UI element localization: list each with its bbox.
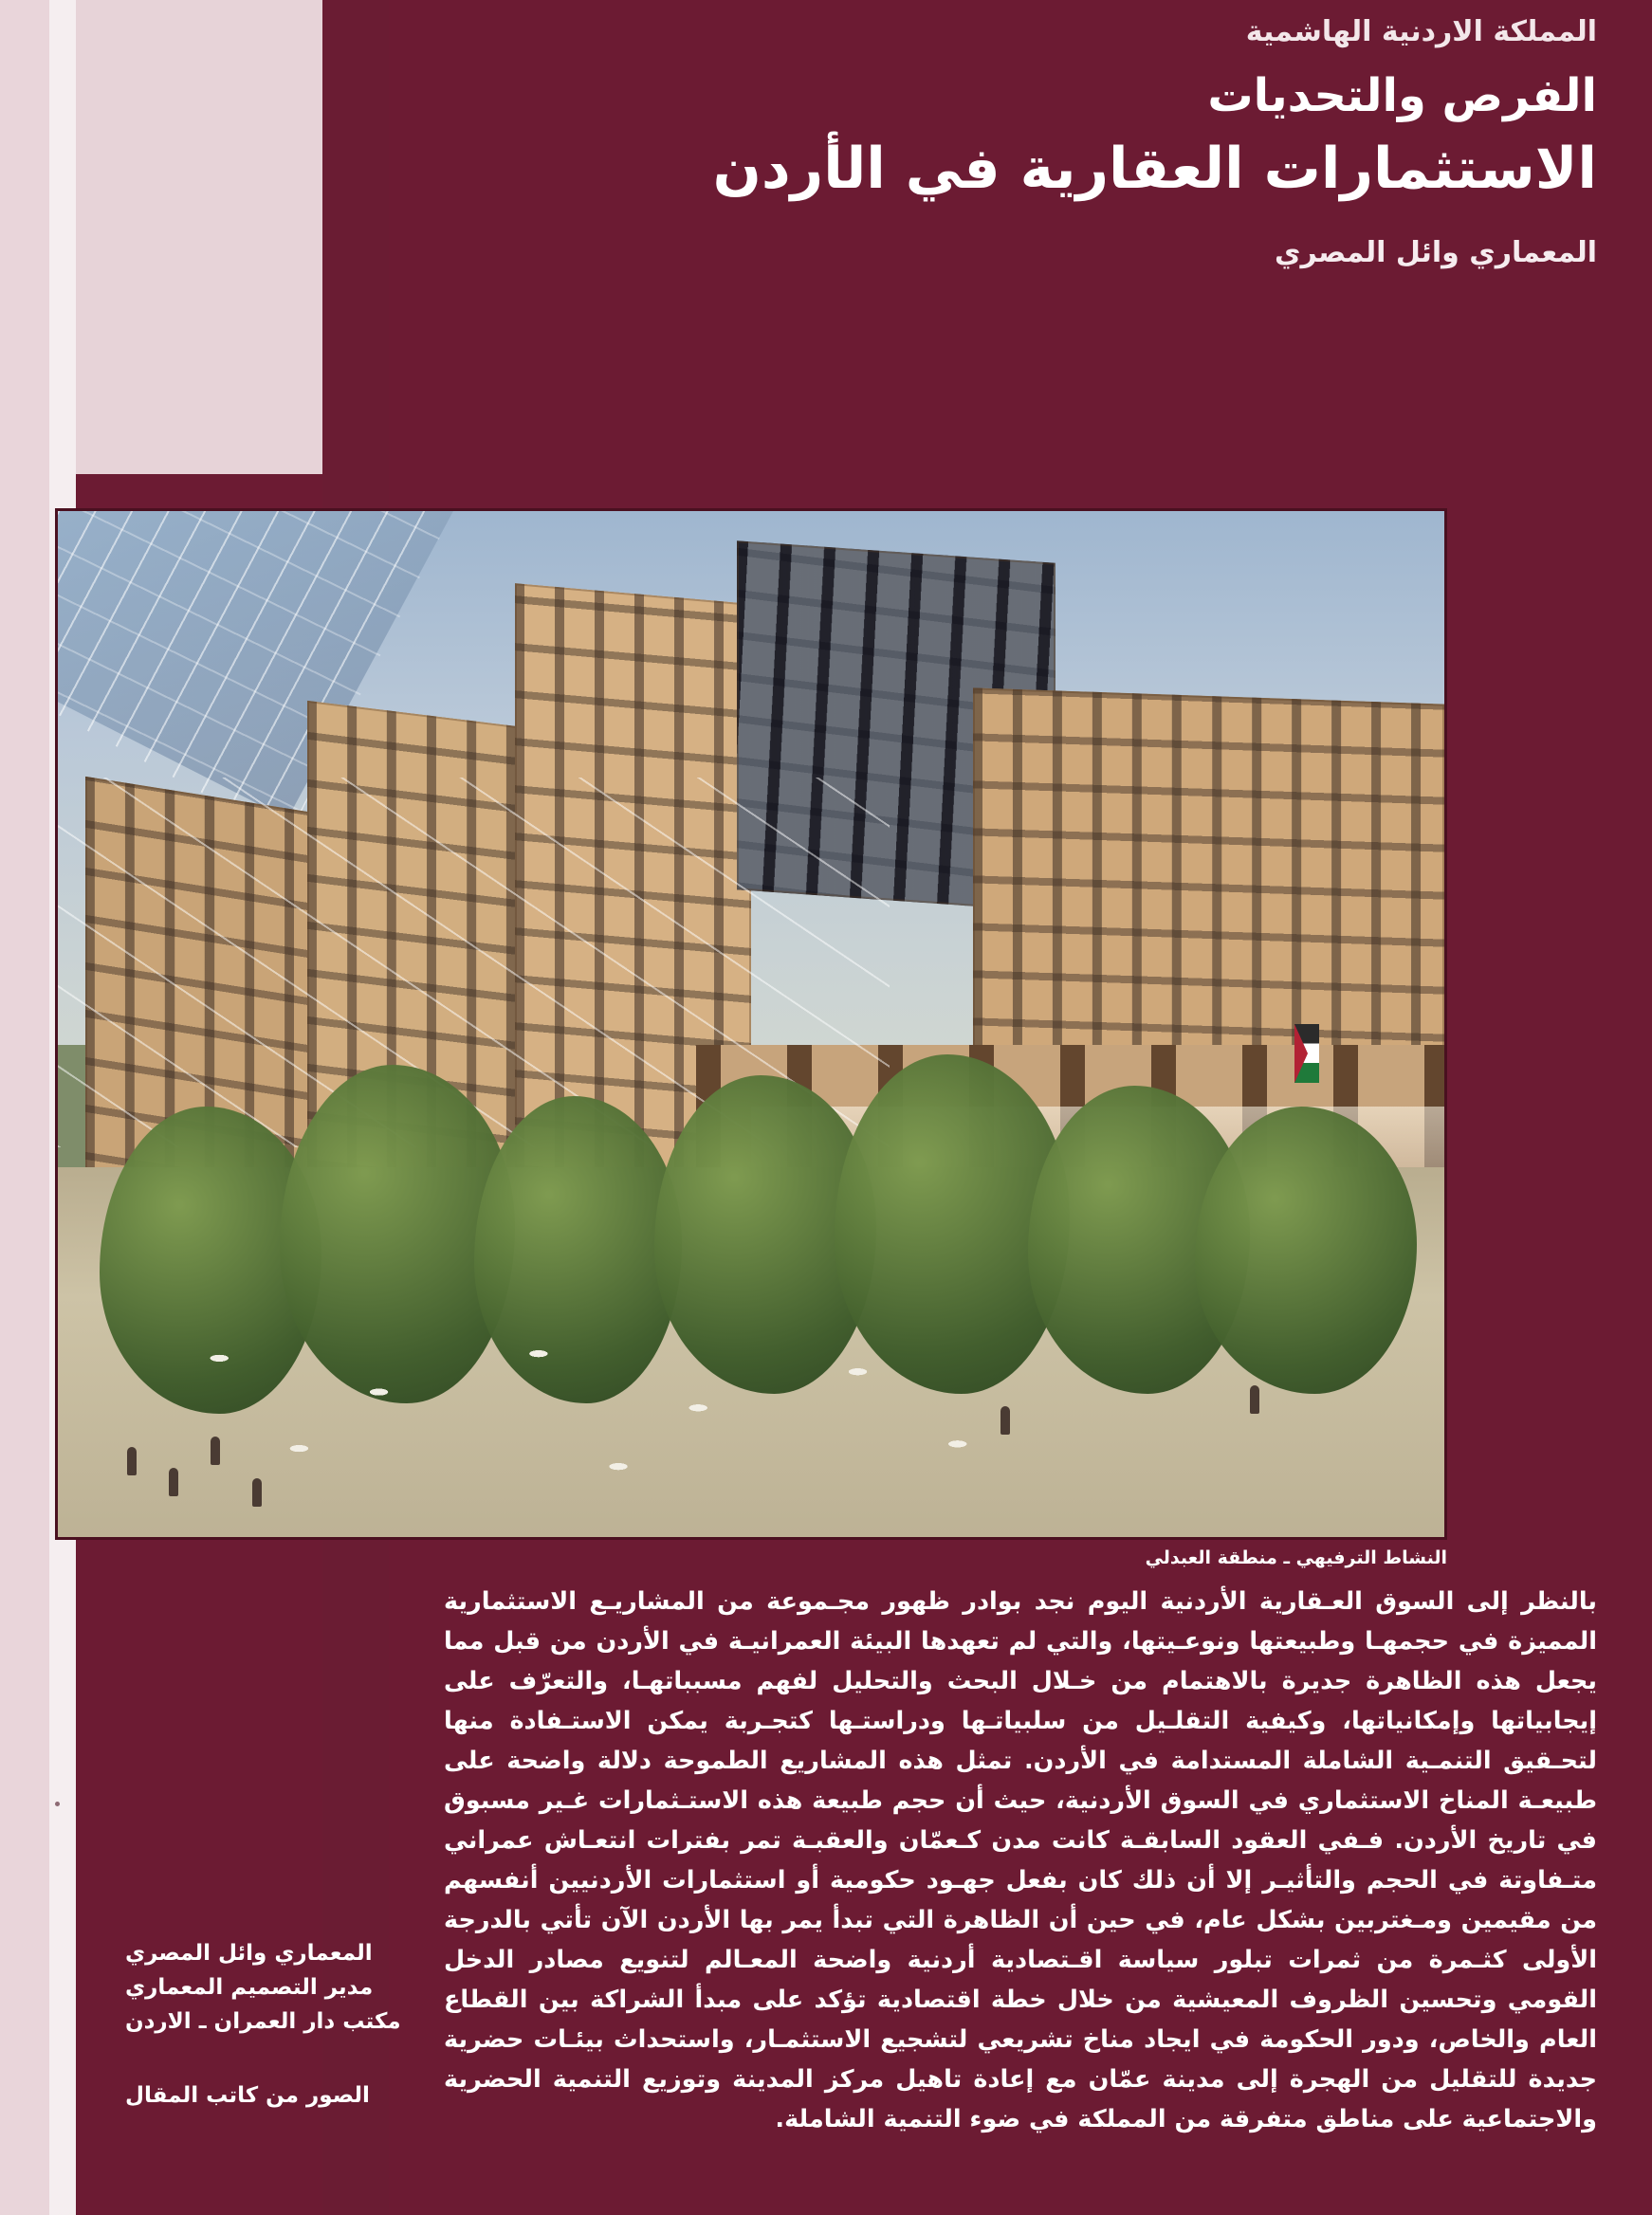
figure-tree (1195, 1107, 1417, 1394)
figure-person (252, 1478, 262, 1507)
article-title-line1: الفرص والتحديات (1207, 69, 1597, 122)
article-body-paragraph: بالنظر إلى السوق العـقارية الأردنية اليوم نجد بوادر ظهور مجـموعة من المشاريـع الاستثمارية المميزة في حجمهـا وطبيعتها ونوعـيتها، والتي لم تعهدها البيئة العمرانيـة في الأردن من قبل مما يجعل هذه الظاهرة جديرة بالاهتمام من خـلال البحث والتحليل لفهم مسبباتهـا، والتعرّف على إيجابياتها وإمكانياتها، وكيفية التقلـيل من سلبياتـها ودراستـها كتجـربة يمكن الاستـفادة منها لتحـقيق التنمـية الشاملة المستدامة في الأردن. تمثل هذه المشاريع الطموحة دلالة واضحة على طبيعـة المناخ الاستثماري في السوق الأردنية، حيث أن حجم طبيعة هذه الاستـثمارات غـير مسبوق في تاريخ الأردن. فـفي العقود السابقـة كانت مدن كـعمّان والعقبـة تمر بفترات انتعـاش عمراني متـفاوتة في الحجم والتأثيـر إلا أن ذلك كان بفعل جهـود حكومية أو استثمارات الأردنيين أنفسهم من مقيمين ومـغتربين بشكل عام، في حين أن الظاهرة التي تبدأ يمر بها الأردن الآن تأتي بالدرجة الأولى كثـمرة من ثمرات تبلور سياسة اقـتصادية أردنية واضحة المعـالم لتنويع مصادر الدخل القومي وتحسين الظروف المعيشية من خلال خطة اقتصادية تؤكد على مبدأ الشراكة بين القطاع العام والخاص، ودور الحكومة في ايجاد مناخ تشريعي لتشجيع الاستثمـار، واستحداث بيئـات حضرية جديدة للتقليل من الهجرة إلى مدينة عمّان مع إعادة تاهيل مركز المدينة وتوزيع التنمية الحضرية والاجتماعية على مناطق متفرقة من المملكة في ضوء التنمية الشاملة. (444, 1587, 1597, 2133)
figure-person (169, 1468, 178, 1496)
figure-cafe-tables (100, 1291, 1098, 1516)
header-pink-strip (76, 0, 322, 474)
figure-person (1000, 1406, 1010, 1435)
article-header (478, 15, 1597, 269)
kingdom-line: المملكة الاردنية الهاشمية (1245, 15, 1597, 48)
figure-flag (1294, 1024, 1319, 1083)
credit-role: مدير التصميم المعماري (125, 1975, 374, 2000)
credit-office: مكتب دار العمران ـ الاردن (125, 2009, 401, 2034)
credit-photos: الصور من كاتب المقال (125, 2083, 370, 2108)
author-credits (125, 1936, 410, 2113)
article-author: المعماري وائل المصري (1275, 236, 1597, 269)
figure-person (211, 1437, 220, 1465)
left-edge-band (0, 0, 49, 2215)
credit-name: المعماري وائل المصري (125, 1941, 373, 1966)
article-figure (55, 508, 1447, 1540)
figure-caption: النشاط الترفيهي ـ منطقة العبدلي (1145, 1547, 1447, 1568)
article-body (444, 1582, 1597, 2139)
article-title-line2: الاستثمارات العقارية في الأردن (712, 136, 1597, 202)
figure-person (1250, 1385, 1259, 1414)
figure-person (127, 1447, 137, 1475)
page-dot-mark (55, 1802, 60, 1806)
